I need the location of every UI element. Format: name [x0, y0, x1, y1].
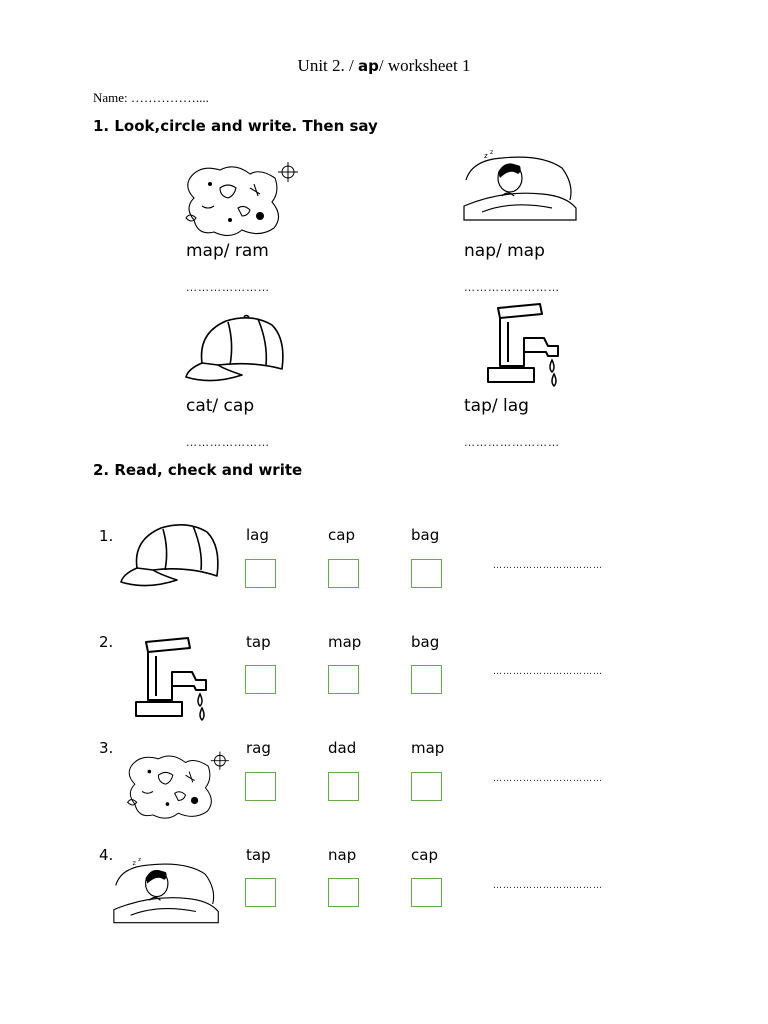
title-prefix: Unit 2. /	[297, 56, 354, 75]
sleeping-boy-picture	[112, 856, 222, 926]
row1-word-2: cap	[328, 526, 355, 544]
row2-checkbox-2[interactable]	[328, 665, 359, 694]
sleeping-boy-picture	[462, 150, 580, 222]
water-tap-picture	[484, 302, 566, 388]
row1-number: 1.	[99, 527, 114, 545]
treasure-map-picture	[180, 158, 310, 242]
svg-text:z: z	[484, 152, 488, 160]
title-suffix: / worksheet 1	[378, 56, 471, 75]
row4-word-1: tap	[246, 846, 271, 864]
row2-answer-line[interactable]: ……………………………	[493, 667, 603, 677]
row1-answer-line[interactable]: ……………………………	[493, 561, 603, 571]
svg-text:z: z	[490, 149, 494, 156]
item1-answer-line[interactable]: …………………	[186, 281, 270, 294]
item2-answer-line[interactable]: ……………………	[464, 281, 560, 294]
row1-checkbox-3[interactable]	[411, 559, 442, 588]
row3-checkbox-2[interactable]	[328, 772, 359, 801]
treasure-map-picture	[122, 748, 240, 824]
row2-word-3: bag	[411, 633, 440, 651]
row3-checkbox-3[interactable]	[411, 772, 442, 801]
baseball-cap-picture	[182, 313, 290, 387]
row2-checkbox-1[interactable]	[245, 665, 276, 694]
row3-word-1: rag	[246, 739, 271, 757]
row2-checkbox-3[interactable]	[411, 665, 442, 694]
water-tap-picture	[132, 636, 214, 722]
row4-checkbox-3[interactable]	[411, 878, 442, 907]
row4-answer-line[interactable]: ……………………………	[493, 881, 603, 891]
row1-checkbox-2[interactable]	[328, 559, 359, 588]
row1-checkbox-1[interactable]	[245, 559, 276, 588]
section1-heading: 1. Look,circle and write. Then say	[93, 117, 378, 135]
row4-number: 4.	[99, 846, 114, 864]
item4-choices: tap/ lag	[464, 396, 529, 416]
section2-heading: 2. Read, check and write	[93, 461, 303, 479]
row3-checkbox-1[interactable]	[245, 772, 276, 801]
svg-text:z: z	[138, 857, 142, 864]
worksheet-title	[0, 56, 768, 76]
title-sound: ap	[358, 57, 379, 75]
row4-checkbox-1[interactable]	[245, 878, 276, 907]
row4-word-3: cap	[411, 846, 438, 864]
row4-checkbox-2[interactable]	[328, 878, 359, 907]
row2-word-2: map	[328, 633, 362, 651]
row2-word-1: tap	[246, 633, 271, 651]
item1-choices: map/ ram	[186, 241, 269, 261]
svg-text:z: z	[132, 858, 136, 867]
baseball-cap-picture	[117, 520, 225, 592]
item4-answer-line[interactable]: ……………………	[464, 436, 560, 449]
name-field[interactable]: Name: ……………....	[93, 90, 209, 105]
item3-choices: cat/ cap	[186, 396, 255, 416]
item2-choices: nap/ map	[464, 241, 545, 261]
row1-word-1: lag	[246, 526, 269, 544]
row1-word-3: bag	[411, 526, 440, 544]
row3-number: 3.	[99, 739, 114, 757]
row3-word-3: map	[411, 739, 445, 757]
row3-word-2: dad	[328, 739, 357, 757]
row3-answer-line[interactable]: ……………………………	[493, 774, 603, 784]
row2-number: 2.	[99, 633, 114, 651]
item3-answer-line[interactable]: …………………	[186, 436, 270, 449]
row4-word-2: nap	[328, 846, 357, 864]
